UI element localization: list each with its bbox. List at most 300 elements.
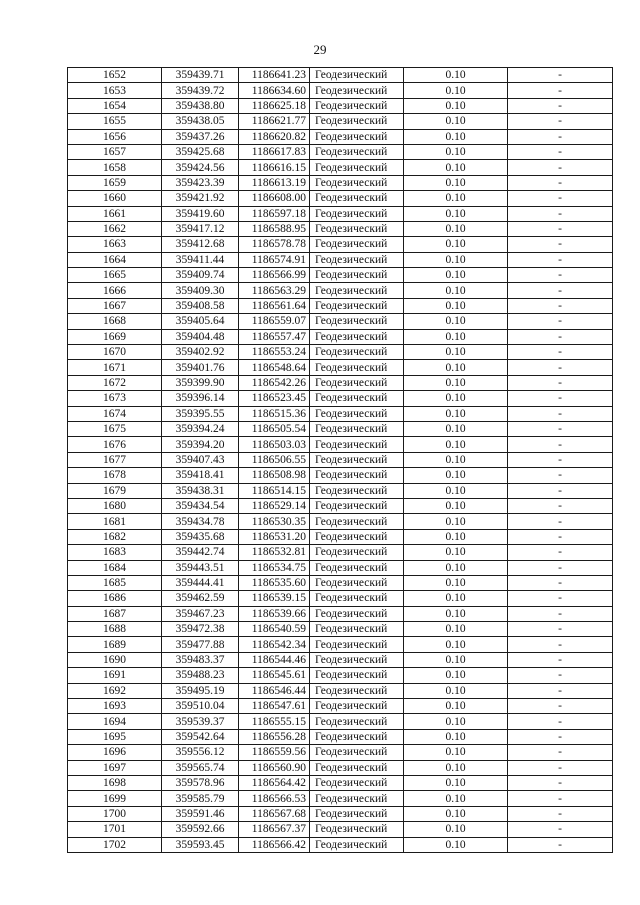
precision-cell: 0.10 bbox=[404, 622, 508, 637]
description-cell: - bbox=[508, 529, 613, 544]
method-cell: Геодезический bbox=[310, 421, 404, 436]
precision-cell: 0.10 bbox=[404, 637, 508, 652]
table-row bbox=[68, 606, 613, 621]
table-row bbox=[68, 483, 613, 498]
table-row bbox=[68, 98, 613, 113]
precision-cell: 0.10 bbox=[404, 298, 508, 313]
description-cell: - bbox=[508, 652, 613, 667]
table-row bbox=[68, 575, 613, 590]
y-coordinate-cell: 1186567.68 bbox=[239, 806, 310, 821]
precision-cell: 0.10 bbox=[404, 498, 508, 513]
point-number-cell: 1695 bbox=[68, 729, 162, 744]
method-cell: Геодезический bbox=[310, 591, 404, 606]
x-coordinate-cell: 359423.39 bbox=[162, 175, 239, 190]
method-cell: Геодезический bbox=[310, 298, 404, 313]
point-number-cell: 1666 bbox=[68, 283, 162, 298]
y-coordinate-cell: 1186616.15 bbox=[239, 160, 310, 175]
precision-cell: 0.10 bbox=[404, 345, 508, 360]
y-coordinate-cell: 1186555.15 bbox=[239, 714, 310, 729]
y-coordinate-cell: 1186566.53 bbox=[239, 791, 310, 806]
table-row bbox=[68, 268, 613, 283]
point-number-cell: 1686 bbox=[68, 591, 162, 606]
description-cell: - bbox=[508, 545, 613, 560]
y-coordinate-cell: 1186556.28 bbox=[239, 729, 310, 744]
y-coordinate-cell: 1186515.36 bbox=[239, 406, 310, 421]
y-coordinate-cell: 1186540.59 bbox=[239, 622, 310, 637]
method-cell: Геодезический bbox=[310, 575, 404, 590]
precision-cell: 0.10 bbox=[404, 221, 508, 236]
precision-cell: 0.10 bbox=[404, 560, 508, 575]
y-coordinate-cell: 1186503.03 bbox=[239, 437, 310, 452]
table-row bbox=[68, 806, 613, 821]
table-row bbox=[68, 637, 613, 652]
point-number-cell: 1660 bbox=[68, 191, 162, 206]
table-row bbox=[68, 421, 613, 436]
description-cell: - bbox=[508, 575, 613, 590]
description-cell: - bbox=[508, 175, 613, 190]
table-row bbox=[68, 237, 613, 252]
description-cell: - bbox=[508, 283, 613, 298]
method-cell: Геодезический bbox=[310, 791, 404, 806]
precision-cell: 0.10 bbox=[404, 529, 508, 544]
y-coordinate-cell: 1186529.14 bbox=[239, 498, 310, 513]
table-row bbox=[68, 668, 613, 683]
table-row bbox=[68, 391, 613, 406]
description-cell: - bbox=[508, 468, 613, 483]
precision-cell: 0.10 bbox=[404, 452, 508, 467]
y-coordinate-cell: 1186560.90 bbox=[239, 760, 310, 775]
table-row bbox=[68, 160, 613, 175]
method-cell: Геодезический bbox=[310, 144, 404, 159]
point-number-cell: 1702 bbox=[68, 837, 162, 852]
precision-cell: 0.10 bbox=[404, 791, 508, 806]
point-number-cell: 1682 bbox=[68, 529, 162, 544]
y-coordinate-cell: 1186561.64 bbox=[239, 298, 310, 313]
description-cell: - bbox=[508, 345, 613, 360]
precision-cell: 0.10 bbox=[404, 406, 508, 421]
table-row bbox=[68, 745, 613, 760]
description-cell: - bbox=[508, 622, 613, 637]
x-coordinate-cell: 359438.80 bbox=[162, 98, 239, 113]
x-coordinate-cell: 359395.55 bbox=[162, 406, 239, 421]
precision-cell: 0.10 bbox=[404, 699, 508, 714]
precision-cell: 0.10 bbox=[404, 729, 508, 744]
point-number-cell: 1676 bbox=[68, 437, 162, 452]
method-cell: Геодезический bbox=[310, 83, 404, 98]
precision-cell: 0.10 bbox=[404, 806, 508, 821]
table-row bbox=[68, 714, 613, 729]
y-coordinate-cell: 1186566.99 bbox=[239, 268, 310, 283]
y-coordinate-cell: 1186641.23 bbox=[239, 68, 310, 83]
method-cell: Геодезический bbox=[310, 345, 404, 360]
x-coordinate-cell: 359394.24 bbox=[162, 421, 239, 436]
point-number-cell: 1673 bbox=[68, 391, 162, 406]
y-coordinate-cell: 1186574.91 bbox=[239, 252, 310, 267]
point-number-cell: 1668 bbox=[68, 314, 162, 329]
method-cell: Геодезический bbox=[310, 406, 404, 421]
point-number-cell: 1672 bbox=[68, 375, 162, 390]
point-number-cell: 1661 bbox=[68, 206, 162, 221]
precision-cell: 0.10 bbox=[404, 545, 508, 560]
method-cell: Геодезический bbox=[310, 668, 404, 683]
x-coordinate-cell: 359439.72 bbox=[162, 83, 239, 98]
description-cell: - bbox=[508, 822, 613, 837]
point-number-cell: 1694 bbox=[68, 714, 162, 729]
description-cell: - bbox=[508, 560, 613, 575]
method-cell: Геодезический bbox=[310, 560, 404, 575]
point-number-cell: 1654 bbox=[68, 98, 162, 113]
point-number-cell: 1698 bbox=[68, 775, 162, 790]
x-coordinate-cell: 359401.76 bbox=[162, 360, 239, 375]
description-cell: - bbox=[508, 498, 613, 513]
point-number-cell: 1657 bbox=[68, 144, 162, 159]
point-number-cell: 1684 bbox=[68, 560, 162, 575]
description-cell: - bbox=[508, 375, 613, 390]
y-coordinate-cell: 1186553.24 bbox=[239, 345, 310, 360]
point-number-cell: 1653 bbox=[68, 83, 162, 98]
description-cell: - bbox=[508, 775, 613, 790]
point-number-cell: 1700 bbox=[68, 806, 162, 821]
method-cell: Геодезический bbox=[310, 98, 404, 113]
x-coordinate-cell: 359591.46 bbox=[162, 806, 239, 821]
method-cell: Геодезический bbox=[310, 329, 404, 344]
method-cell: Геодезический bbox=[310, 622, 404, 637]
y-coordinate-cell: 1186563.29 bbox=[239, 283, 310, 298]
precision-cell: 0.10 bbox=[404, 160, 508, 175]
method-cell: Геодезический bbox=[310, 206, 404, 221]
y-coordinate-cell: 1186506.55 bbox=[239, 452, 310, 467]
description-cell: - bbox=[508, 637, 613, 652]
table-row bbox=[68, 468, 613, 483]
x-coordinate-cell: 359421.92 bbox=[162, 191, 239, 206]
description-cell: - bbox=[508, 329, 613, 344]
x-coordinate-cell: 359437.26 bbox=[162, 129, 239, 144]
table-row bbox=[68, 560, 613, 575]
description-cell: - bbox=[508, 191, 613, 206]
y-coordinate-cell: 1186620.82 bbox=[239, 129, 310, 144]
precision-cell: 0.10 bbox=[404, 252, 508, 267]
x-coordinate-cell: 359542.64 bbox=[162, 729, 239, 744]
method-cell: Геодезический bbox=[310, 437, 404, 452]
y-coordinate-cell: 1186546.44 bbox=[239, 683, 310, 698]
precision-cell: 0.10 bbox=[404, 314, 508, 329]
coordinates-table-body bbox=[68, 68, 613, 853]
method-cell: Геодезический bbox=[310, 221, 404, 236]
y-coordinate-cell: 1186535.60 bbox=[239, 575, 310, 590]
table-row bbox=[68, 83, 613, 98]
point-number-cell: 1655 bbox=[68, 114, 162, 129]
table-row bbox=[68, 591, 613, 606]
precision-cell: 0.10 bbox=[404, 329, 508, 344]
table-row bbox=[68, 622, 613, 637]
page-number: 29 bbox=[313, 42, 327, 57]
precision-cell: 0.10 bbox=[404, 760, 508, 775]
precision-cell: 0.10 bbox=[404, 683, 508, 698]
description-cell: - bbox=[508, 699, 613, 714]
precision-cell: 0.10 bbox=[404, 437, 508, 452]
precision-cell: 0.10 bbox=[404, 98, 508, 113]
y-coordinate-cell: 1186621.77 bbox=[239, 114, 310, 129]
description-cell: - bbox=[508, 668, 613, 683]
point-number-cell: 1656 bbox=[68, 129, 162, 144]
precision-cell: 0.10 bbox=[404, 483, 508, 498]
y-coordinate-cell: 1186542.26 bbox=[239, 375, 310, 390]
y-coordinate-cell: 1186539.15 bbox=[239, 591, 310, 606]
table-row bbox=[68, 498, 613, 513]
x-coordinate-cell: 359435.68 bbox=[162, 529, 239, 544]
description-cell: - bbox=[508, 98, 613, 113]
table-row bbox=[68, 314, 613, 329]
x-coordinate-cell: 359442.74 bbox=[162, 545, 239, 560]
method-cell: Геодезический bbox=[310, 760, 404, 775]
method-cell: Геодезический bbox=[310, 529, 404, 544]
table-row bbox=[68, 114, 613, 129]
table-row bbox=[68, 144, 613, 159]
point-number-cell: 1677 bbox=[68, 452, 162, 467]
precision-cell: 0.10 bbox=[404, 237, 508, 252]
precision-cell: 0.10 bbox=[404, 575, 508, 590]
x-coordinate-cell: 359419.60 bbox=[162, 206, 239, 221]
table-row bbox=[68, 206, 613, 221]
table-row bbox=[68, 514, 613, 529]
x-coordinate-cell: 359411.44 bbox=[162, 252, 239, 267]
point-number-cell: 1658 bbox=[68, 160, 162, 175]
precision-cell: 0.10 bbox=[404, 391, 508, 406]
method-cell: Геодезический bbox=[310, 283, 404, 298]
method-cell: Геодезический bbox=[310, 160, 404, 175]
y-coordinate-cell: 1186564.42 bbox=[239, 775, 310, 790]
table-row bbox=[68, 375, 613, 390]
method-cell: Геодезический bbox=[310, 360, 404, 375]
y-coordinate-cell: 1186532.81 bbox=[239, 545, 310, 560]
point-number-cell: 1675 bbox=[68, 421, 162, 436]
point-number-cell: 1669 bbox=[68, 329, 162, 344]
x-coordinate-cell: 359585.79 bbox=[162, 791, 239, 806]
point-number-cell: 1683 bbox=[68, 545, 162, 560]
coordinates-table bbox=[67, 67, 613, 853]
point-number-cell: 1681 bbox=[68, 514, 162, 529]
point-number-cell: 1690 bbox=[68, 652, 162, 667]
method-cell: Геодезический bbox=[310, 498, 404, 513]
table-row bbox=[68, 283, 613, 298]
method-cell: Геодезический bbox=[310, 514, 404, 529]
y-coordinate-cell: 1186617.83 bbox=[239, 144, 310, 159]
point-number-cell: 1701 bbox=[68, 822, 162, 837]
x-coordinate-cell: 359483.37 bbox=[162, 652, 239, 667]
x-coordinate-cell: 359467.23 bbox=[162, 606, 239, 621]
y-coordinate-cell: 1186567.37 bbox=[239, 822, 310, 837]
precision-cell: 0.10 bbox=[404, 283, 508, 298]
y-coordinate-cell: 1186566.42 bbox=[239, 837, 310, 852]
point-number-cell: 1678 bbox=[68, 468, 162, 483]
y-coordinate-cell: 1186545.61 bbox=[239, 668, 310, 683]
x-coordinate-cell: 359399.90 bbox=[162, 375, 239, 390]
method-cell: Геодезический bbox=[310, 391, 404, 406]
table-row bbox=[68, 252, 613, 267]
y-coordinate-cell: 1186531.20 bbox=[239, 529, 310, 544]
precision-cell: 0.10 bbox=[404, 375, 508, 390]
table-row bbox=[68, 760, 613, 775]
x-coordinate-cell: 359412.68 bbox=[162, 237, 239, 252]
y-coordinate-cell: 1186634.60 bbox=[239, 83, 310, 98]
y-coordinate-cell: 1186523.45 bbox=[239, 391, 310, 406]
precision-cell: 0.10 bbox=[404, 606, 508, 621]
description-cell: - bbox=[508, 314, 613, 329]
y-coordinate-cell: 1186508.98 bbox=[239, 468, 310, 483]
table-row bbox=[68, 529, 613, 544]
description-cell: - bbox=[508, 714, 613, 729]
description-cell: - bbox=[508, 591, 613, 606]
precision-cell: 0.10 bbox=[404, 775, 508, 790]
x-coordinate-cell: 359425.68 bbox=[162, 144, 239, 159]
point-number-cell: 1667 bbox=[68, 298, 162, 313]
method-cell: Геодезический bbox=[310, 129, 404, 144]
x-coordinate-cell: 359477.88 bbox=[162, 637, 239, 652]
y-coordinate-cell: 1186559.56 bbox=[239, 745, 310, 760]
point-number-cell: 1688 bbox=[68, 622, 162, 637]
precision-cell: 0.10 bbox=[404, 83, 508, 98]
precision-cell: 0.10 bbox=[404, 114, 508, 129]
point-number-cell: 1663 bbox=[68, 237, 162, 252]
x-coordinate-cell: 359439.71 bbox=[162, 68, 239, 83]
y-coordinate-cell: 1186588.95 bbox=[239, 221, 310, 236]
description-cell: - bbox=[508, 729, 613, 744]
description-cell: - bbox=[508, 483, 613, 498]
x-coordinate-cell: 359593.45 bbox=[162, 837, 239, 852]
point-number-cell: 1697 bbox=[68, 760, 162, 775]
description-cell: - bbox=[508, 760, 613, 775]
precision-cell: 0.10 bbox=[404, 468, 508, 483]
description-cell: - bbox=[508, 837, 613, 852]
precision-cell: 0.10 bbox=[404, 268, 508, 283]
point-number-cell: 1687 bbox=[68, 606, 162, 621]
precision-cell: 0.10 bbox=[404, 514, 508, 529]
y-coordinate-cell: 1186534.75 bbox=[239, 560, 310, 575]
description-cell: - bbox=[508, 360, 613, 375]
method-cell: Геодезический bbox=[310, 683, 404, 698]
method-cell: Геодезический bbox=[310, 191, 404, 206]
point-number-cell: 1671 bbox=[68, 360, 162, 375]
table-row bbox=[68, 775, 613, 790]
y-coordinate-cell: 1186613.19 bbox=[239, 175, 310, 190]
table-row bbox=[68, 68, 613, 83]
description-cell: - bbox=[508, 791, 613, 806]
x-coordinate-cell: 359394.20 bbox=[162, 437, 239, 452]
method-cell: Геодезический bbox=[310, 114, 404, 129]
table-row bbox=[68, 175, 613, 190]
method-cell: Геодезический bbox=[310, 452, 404, 467]
point-number-cell: 1652 bbox=[68, 68, 162, 83]
table-row bbox=[68, 298, 613, 313]
table-row bbox=[68, 345, 613, 360]
table-row bbox=[68, 437, 613, 452]
x-coordinate-cell: 359434.54 bbox=[162, 498, 239, 513]
table-row bbox=[68, 221, 613, 236]
x-coordinate-cell: 359405.64 bbox=[162, 314, 239, 329]
x-coordinate-cell: 359495.19 bbox=[162, 683, 239, 698]
method-cell: Геодезический bbox=[310, 268, 404, 283]
y-coordinate-cell: 1186505.54 bbox=[239, 421, 310, 436]
table-row bbox=[68, 822, 613, 837]
description-cell: - bbox=[508, 252, 613, 267]
point-number-cell: 1674 bbox=[68, 406, 162, 421]
x-coordinate-cell: 359510.04 bbox=[162, 699, 239, 714]
y-coordinate-cell: 1186542.34 bbox=[239, 637, 310, 652]
x-coordinate-cell: 359409.74 bbox=[162, 268, 239, 283]
precision-cell: 0.10 bbox=[404, 714, 508, 729]
description-cell: - bbox=[508, 745, 613, 760]
x-coordinate-cell: 359407.43 bbox=[162, 452, 239, 467]
table-row bbox=[68, 699, 613, 714]
precision-cell: 0.10 bbox=[404, 175, 508, 190]
table-row bbox=[68, 129, 613, 144]
y-coordinate-cell: 1186548.64 bbox=[239, 360, 310, 375]
description-cell: - bbox=[508, 452, 613, 467]
description-cell: - bbox=[508, 114, 613, 129]
description-cell: - bbox=[508, 237, 613, 252]
x-coordinate-cell: 359418.41 bbox=[162, 468, 239, 483]
x-coordinate-cell: 359396.14 bbox=[162, 391, 239, 406]
description-cell: - bbox=[508, 221, 613, 236]
description-cell: - bbox=[508, 206, 613, 221]
table-row bbox=[68, 329, 613, 344]
table-row bbox=[68, 452, 613, 467]
point-number-cell: 1680 bbox=[68, 498, 162, 513]
x-coordinate-cell: 359565.74 bbox=[162, 760, 239, 775]
precision-cell: 0.10 bbox=[404, 191, 508, 206]
x-coordinate-cell: 359462.59 bbox=[162, 591, 239, 606]
description-cell: - bbox=[508, 421, 613, 436]
precision-cell: 0.10 bbox=[404, 837, 508, 852]
method-cell: Геодезический bbox=[310, 252, 404, 267]
description-cell: - bbox=[508, 268, 613, 283]
y-coordinate-cell: 1186539.66 bbox=[239, 606, 310, 621]
point-number-cell: 1664 bbox=[68, 252, 162, 267]
point-number-cell: 1693 bbox=[68, 699, 162, 714]
x-coordinate-cell: 359417.12 bbox=[162, 221, 239, 236]
x-coordinate-cell: 359408.58 bbox=[162, 298, 239, 313]
description-cell: - bbox=[508, 144, 613, 159]
point-number-cell: 1662 bbox=[68, 221, 162, 236]
x-coordinate-cell: 359556.12 bbox=[162, 745, 239, 760]
table-row bbox=[68, 837, 613, 852]
description-cell: - bbox=[508, 606, 613, 621]
table-row bbox=[68, 360, 613, 375]
y-coordinate-cell: 1186625.18 bbox=[239, 98, 310, 113]
precision-cell: 0.10 bbox=[404, 360, 508, 375]
point-number-cell: 1689 bbox=[68, 637, 162, 652]
description-cell: - bbox=[508, 806, 613, 821]
y-coordinate-cell: 1186544.46 bbox=[239, 652, 310, 667]
description-cell: - bbox=[508, 129, 613, 144]
method-cell: Геодезический bbox=[310, 375, 404, 390]
description-cell: - bbox=[508, 160, 613, 175]
precision-cell: 0.10 bbox=[404, 822, 508, 837]
precision-cell: 0.10 bbox=[404, 668, 508, 683]
y-coordinate-cell: 1186530.35 bbox=[239, 514, 310, 529]
table-row bbox=[68, 406, 613, 421]
point-number-cell: 1659 bbox=[68, 175, 162, 190]
precision-cell: 0.10 bbox=[404, 144, 508, 159]
method-cell: Геодезический bbox=[310, 822, 404, 837]
description-cell: - bbox=[508, 83, 613, 98]
method-cell: Геодезический bbox=[310, 775, 404, 790]
table-row bbox=[68, 729, 613, 744]
method-cell: Геодезический bbox=[310, 806, 404, 821]
method-cell: Геодезический bbox=[310, 68, 404, 83]
description-cell: - bbox=[508, 514, 613, 529]
y-coordinate-cell: 1186597.18 bbox=[239, 206, 310, 221]
